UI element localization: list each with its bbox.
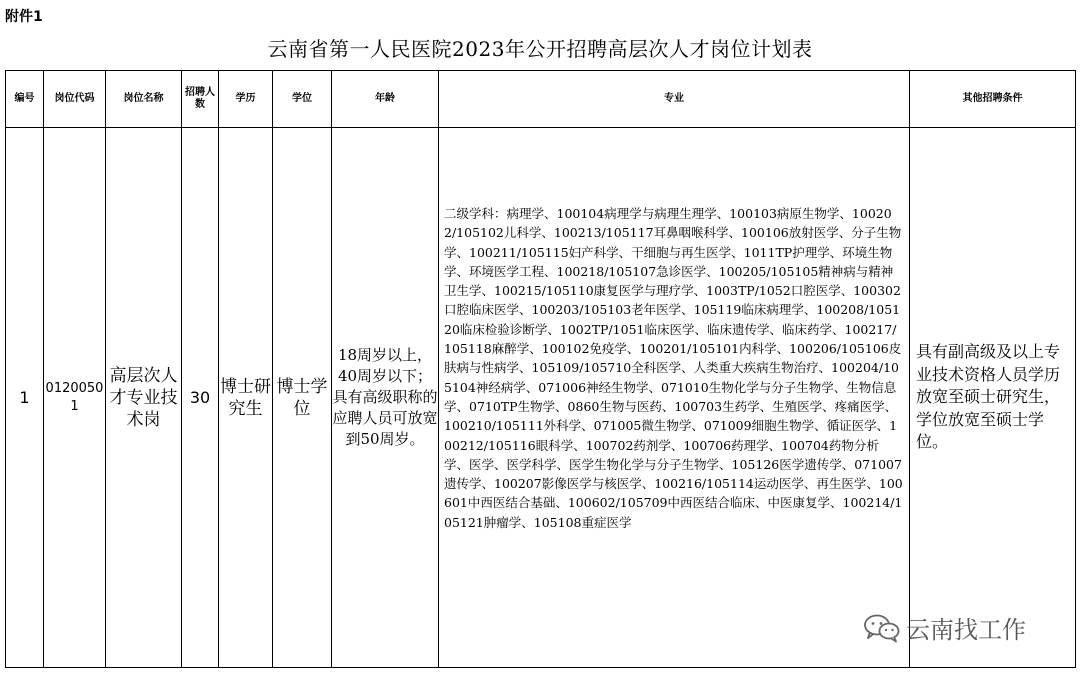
cell-education: 博士研究生 bbox=[219, 128, 273, 668]
header-count: 招聘人数 bbox=[182, 71, 219, 128]
attachment-label: 附件1 bbox=[5, 9, 43, 25]
watermark-text: 云南找工作 bbox=[906, 616, 1026, 644]
job-plan-table bbox=[5, 70, 1076, 668]
watermark bbox=[862, 610, 1026, 645]
cell-count: 30 bbox=[182, 128, 219, 668]
header-education: 学历 bbox=[219, 71, 273, 128]
cell-other bbox=[910, 128, 1076, 668]
cell-number: 1 bbox=[6, 128, 44, 668]
cell-major bbox=[439, 128, 910, 668]
header-other: 其他招聘条件 bbox=[910, 71, 1076, 128]
wechat-icon bbox=[862, 613, 902, 643]
header-code: 岗位代码 bbox=[44, 71, 106, 128]
header-age: 年龄 bbox=[332, 71, 439, 128]
header-number: 编号 bbox=[6, 71, 44, 128]
cell-degree: 博士学位 bbox=[273, 128, 332, 668]
header-degree: 学位 bbox=[273, 71, 332, 128]
table-row bbox=[6, 128, 1076, 668]
header-name: 岗位名称 bbox=[106, 71, 182, 128]
cell-age: 18周岁以上，40周岁以下；具有高级职称的应聘人员可放宽到50周岁。 bbox=[332, 128, 439, 668]
major-list-text: 二级学科：病理学、100104病理学与病理生理学、100103病原生物学、100202/105102儿科学、100213/105117耳鼻咽喉科学、100106放射医学、分子生物学、100211/105115妇产科学、干细胞与再生医学、1011TP护理学、环境生物学、环境医学工程、100218/105107急诊医学、100205/105105精神病与精神卫生学、100215/105110康复医学与理疗学、1003TP/1052口腔医学、100302口腔临床医学、100203/105103老年医学、105119临床病理学、100208/105120临床检验诊断学、1002TP/1051临床医学、临床遗传学、临床药学、100217/105118麻醉学、100102免疫学、100201/105101内科学、100206/105106皮肤病与性病学、105109/105710全科医学、人类重大疾病生物治疗、100204/105104神经病学、071006神经生物学、071010生物化学与分子生物学、生物信息学、0710TP生物学、0860生物与医药、100703生药学、生殖医学、疼痛医学、100210/105111外科学、071005微生物学、071009细胞生物学、循证医学、100212/105116眼科学、100702药剂学、100706药理学、100704药物分析学、医学、医学科学、医学生物化学与分子生物学、105126医学遗传学、071007遗传学、100207影像医学与核医学、100216/105114运动医学、再生医学、100601中西医结合基础、100602/105709中西医结合临床、中医康复学、100214/105121肿瘤学、105108重症医学 bbox=[444, 206, 903, 530]
table-header-row bbox=[6, 71, 1076, 128]
header-major: 专业 bbox=[439, 71, 910, 128]
page-title: 云南省第一人民医院2023年公开招聘高层次人才岗位计划表 bbox=[267, 37, 813, 61]
cell-name: 高层次人才专业技术岗 bbox=[106, 128, 182, 668]
cell-code: 01200501 bbox=[44, 128, 106, 668]
other-conditions-text: 具有副高级及以上专业技术资格人员学历放宽至硕士研究生，学位放宽至硕士学位。 bbox=[916, 342, 1061, 452]
